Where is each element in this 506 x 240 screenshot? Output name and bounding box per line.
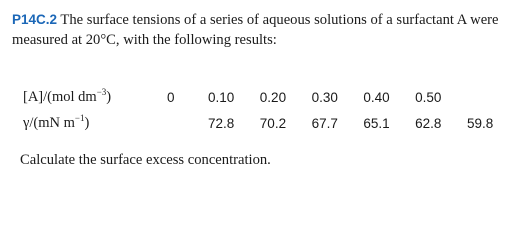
- surface-tension-cell: [146, 110, 195, 136]
- table-row-surface-tension: [23, 110, 506, 136]
- problem-number: P14C.2: [12, 12, 58, 27]
- concentration-cell: 0: [166, 89, 175, 105]
- problem-statement: [12, 10, 500, 50]
- row-label-concentration: [A]/(mol $dm^{-3}$): [23, 86, 112, 105]
- surface-tension-cell: 59.8: [466, 115, 494, 131]
- concentration-cell: 0.30: [311, 89, 338, 105]
- concentration-cell: 0.20: [259, 89, 287, 105]
- surface-tension-cell: 65.1: [363, 115, 390, 131]
- row-label-surface-tension: γ/(mN $m^{-1}$): [23, 112, 90, 131]
- table-row-concentration: [23, 84, 506, 110]
- surface-tension-cell: 72.8: [208, 115, 235, 131]
- surface-tension-cell: 67.7: [311, 115, 338, 131]
- concentration-cell: 0.50: [415, 89, 442, 105]
- concentration-cell: 0.10: [208, 89, 235, 105]
- surface-tension-cell: 70.2: [259, 115, 287, 131]
- surface-tension-cell: 62.8: [415, 115, 442, 131]
- question-text: Calculate the surface excess concentration.: [20, 152, 271, 168]
- data-table: [23, 84, 506, 136]
- concentration-cell: 0.40: [363, 89, 390, 105]
- problem-text: The surface tensions of a series of aqueous solutions of a surfactant A were measured at 20°C, with the following results:: [12, 12, 499, 48]
